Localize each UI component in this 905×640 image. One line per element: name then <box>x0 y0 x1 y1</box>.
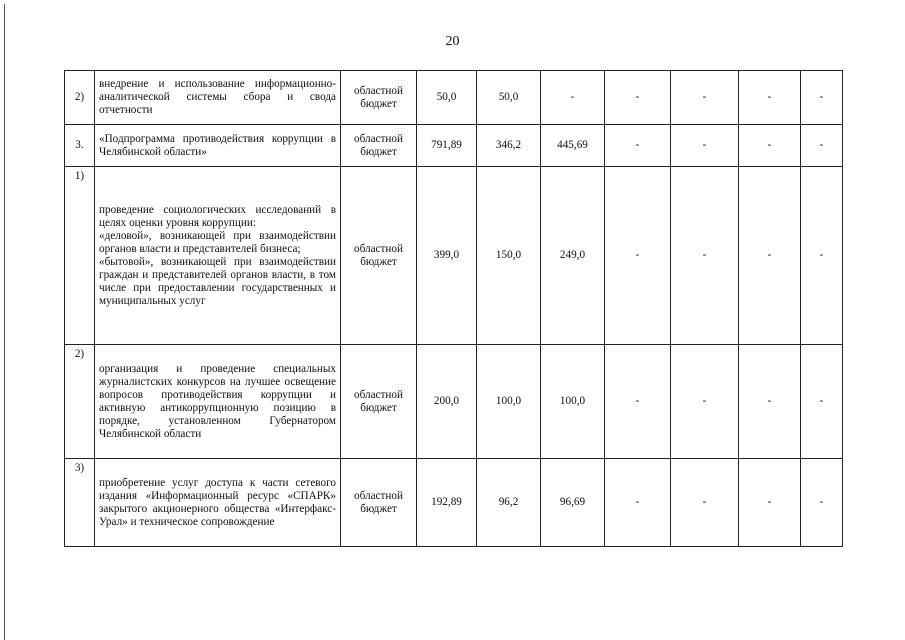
funding-source-line: областной <box>354 84 403 97</box>
value-cell: 96,2 <box>477 459 541 547</box>
value-cell: - <box>541 71 605 125</box>
row-description <box>95 125 341 167</box>
table-row <box>65 71 843 125</box>
value-cell: 192,89 <box>417 459 477 547</box>
value-cell: 50,0 <box>417 71 477 125</box>
table-body <box>65 71 843 547</box>
value-cell: - <box>671 167 739 345</box>
table-row <box>65 125 843 167</box>
row-description <box>95 345 341 459</box>
row-number: 2) <box>65 71 95 125</box>
funding-source-line: областной <box>354 242 403 255</box>
value-cell: - <box>739 459 801 547</box>
value-cell: - <box>605 125 671 167</box>
funding-source-line: бюджет <box>360 97 397 110</box>
value-cell: 791,89 <box>417 125 477 167</box>
value-cell: 50,0 <box>477 71 541 125</box>
value-cell: 346,2 <box>477 125 541 167</box>
table-row <box>65 345 843 459</box>
row-description <box>95 71 341 125</box>
row-number: 2) <box>65 345 95 459</box>
funding-source-line: бюджет <box>360 502 397 515</box>
value-cell: - <box>801 71 843 125</box>
value-cell: 249,0 <box>541 167 605 345</box>
row-number: 3. <box>65 125 95 167</box>
funding-source-line: областной <box>354 489 403 502</box>
value-cell: 96,69 <box>541 459 605 547</box>
description-paragraph: «Подпрограмма противодействия коррупции в Челябинской области» <box>99 132 336 158</box>
value-cell: 200,0 <box>417 345 477 459</box>
funding-source-line: бюджет <box>360 255 397 268</box>
page-number: 20 <box>445 34 460 49</box>
value-cell: 100,0 <box>541 345 605 459</box>
value-cell: 399,0 <box>417 167 477 345</box>
row-description <box>95 459 341 547</box>
description-paragraph: приобретение услуг доступа к части сетевого издания «Информационный ресурс «СПАРК» закрытого акционерного общества «Интерфакс-Урал» и техническое сопровождение <box>99 476 336 528</box>
value-cell: - <box>605 459 671 547</box>
value-cell: - <box>801 167 843 345</box>
description-paragraph: организация и проведение специальных журналистских конкурсов на лучшее освещение вопросов противодействия коррупции и активную антикоррупционную позицию в порядке, установленном Губернатором Челябинской области <box>99 362 336 440</box>
value-cell: - <box>671 125 739 167</box>
funding-source-line: бюджет <box>360 401 397 414</box>
funding-source-line: бюджет <box>360 145 397 158</box>
table-row <box>65 167 843 345</box>
value-cell: - <box>605 345 671 459</box>
value-cell: - <box>671 71 739 125</box>
description-paragraph: проведение социологических исследований в целях оценки уровня коррупции: <box>99 203 336 229</box>
value-cell: - <box>739 71 801 125</box>
funding-source <box>341 71 417 125</box>
funding-source <box>341 125 417 167</box>
description-paragraph: внедрение и использование информационно-аналитической системы сбора и свода отчетности <box>99 78 336 116</box>
value-cell: - <box>671 345 739 459</box>
funding-source-line: областной <box>354 388 403 401</box>
value-cell: 445,69 <box>541 125 605 167</box>
value-cell: - <box>801 459 843 547</box>
value-cell: - <box>605 167 671 345</box>
table-row <box>65 459 843 547</box>
value-cell: 100,0 <box>477 345 541 459</box>
budget-table <box>64 70 843 547</box>
funding-source <box>341 459 417 547</box>
description-paragraph: «деловой», возникающей при взаимодействии органов власти и представителей бизнеса; <box>99 229 336 255</box>
value-cell: - <box>801 125 843 167</box>
left-margin-line <box>4 4 5 640</box>
value-cell: - <box>671 459 739 547</box>
value-cell: - <box>801 345 843 459</box>
description-paragraph: «бытовой», возникающей при взаимодействии граждан и представителей органов власти, в том числе при предоставлении государственных и муниципальных услуг <box>99 255 336 307</box>
funding-source <box>341 167 417 345</box>
value-cell: - <box>739 125 801 167</box>
funding-source <box>341 345 417 459</box>
value-cell: - <box>605 71 671 125</box>
row-number: 1) <box>65 167 95 345</box>
value-cell: 150,0 <box>477 167 541 345</box>
row-number: 3) <box>65 459 95 547</box>
funding-source-line: областной <box>354 132 403 145</box>
value-cell: - <box>739 345 801 459</box>
row-description <box>95 167 341 345</box>
value-cell: - <box>739 167 801 345</box>
